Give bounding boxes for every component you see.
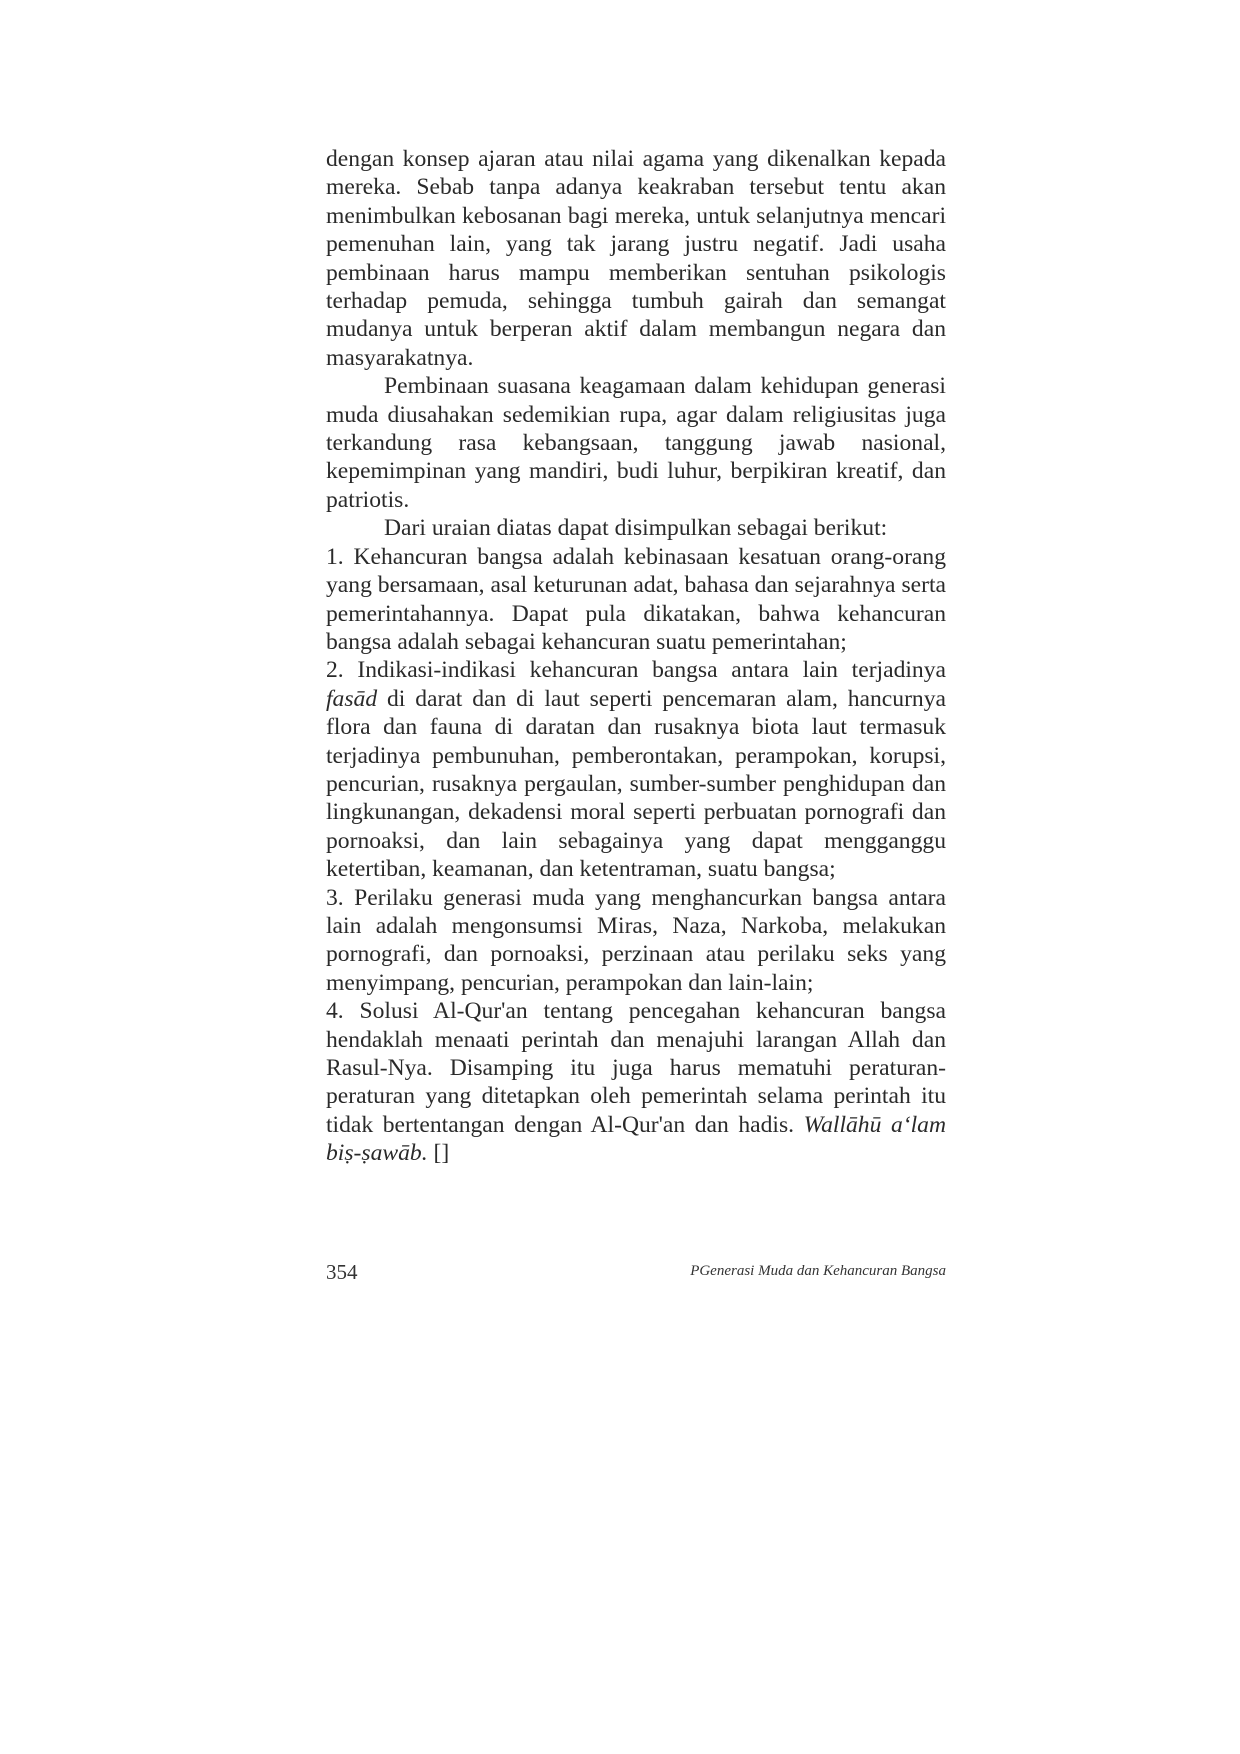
list-item-2 (326, 656, 946, 883)
list-item-1: 1. Kehancuran bangsa adalah kebinasaan kesatuan orang-orang yang bersamaan, asal keturunan adat, bahasa dan sejarahnya serta pemerintahannya. Dapat pula dikatakan, bahwa kehancuran bangsa adalah sebagai kehancuran suatu pemerintahan; (326, 543, 946, 655)
fasad-term: fasād (326, 685, 378, 712)
list-item-3: 3. Perilaku generasi muda yang menghancurkan bangsa antara lain adalah mengonsumsi Miras, Naza, Narkoba, melakukan pornografi, dan pornoaksi, perzinaan atau perilaku seks yang menyimpang, pencurian, perampokan dan lain-lain; (326, 884, 946, 996)
list-item-2-rest: di darat dan di laut seperti pencemaran alam, hancurnya flora dan fauna di daratan dan rusaknya biota laut termasuk terjadinya pembunuhan, pemberontakan, perampokan, korupsi, pencurian, rusaknya pergaulan, sumber-sumber penghidupan dan lingkunangan, dekadensi moral seperti perbuatan pornografi dan pornoaksi, dan lain sebagainya yang dapat mengganggu ketertiban, keamanan, dan ketentraman, suatu bangsa; (326, 685, 946, 883)
list-item-2-prefix: 2. Indikasi-indikasi kehancuran bangsa antara lain terjadinya (326, 657, 946, 684)
running-title: PGenerasi Muda dan Kehancuran Bangsa (690, 1263, 946, 1279)
paragraph-2: Pembinaan suasana keagamaan dalam kehidupan generasi muda diusahakan sedemikian rupa, agar dalam religiusitas juga terkandung rasa kebangsaan, tanggung jawab nasional, kepemimpinan yang mandiri, budi luhur, berpikiran kreatif, dan patriotis. (326, 373, 946, 513)
list-item-4 (326, 997, 946, 1167)
conclusion-list (326, 543, 946, 1168)
end-mark: [] (427, 1140, 450, 1167)
body-text (326, 145, 946, 1168)
page-number: 354 (326, 1260, 358, 1284)
paragraph-3: Dari uraian diatas dapat disimpulkan sebagai berikut: (384, 515, 888, 542)
closing-phrase: Wallāhū a‘lam biṣ-ṣawāb. (326, 1111, 946, 1167)
list-item-4-text: 4. Solusi Al-Qur'an tentang pencegahan kehancuran bangsa hendaklah menaati perintah dan menajuhi larangan Allah dan Rasul-Nya. Disamping itu juga harus mematuhi peraturan-peraturan yang ditetapkan oleh pemerintah selama perintah itu tidak bertentangan dengan Al-Qur'an dan hadis. (326, 998, 946, 1138)
paragraph-1: dengan konsep ajaran atau nilai agama yang dikenalkan kepada mereka. Sebab tanpa adanya keakraban tersebut tentu akan menimbulkan kebosanan bagi mereka, untuk selanjutnya mencari pemenuhan lain, yang tak jarang justru negatif. Jadi usaha pembinaan harus mampu memberikan sentuhan psikologis terhadap pemuda, sehingga tumbuh gairah dan semangat mudanya untuk berperan aktif dalam membangun negara dan masyarakatnya. (326, 146, 946, 371)
